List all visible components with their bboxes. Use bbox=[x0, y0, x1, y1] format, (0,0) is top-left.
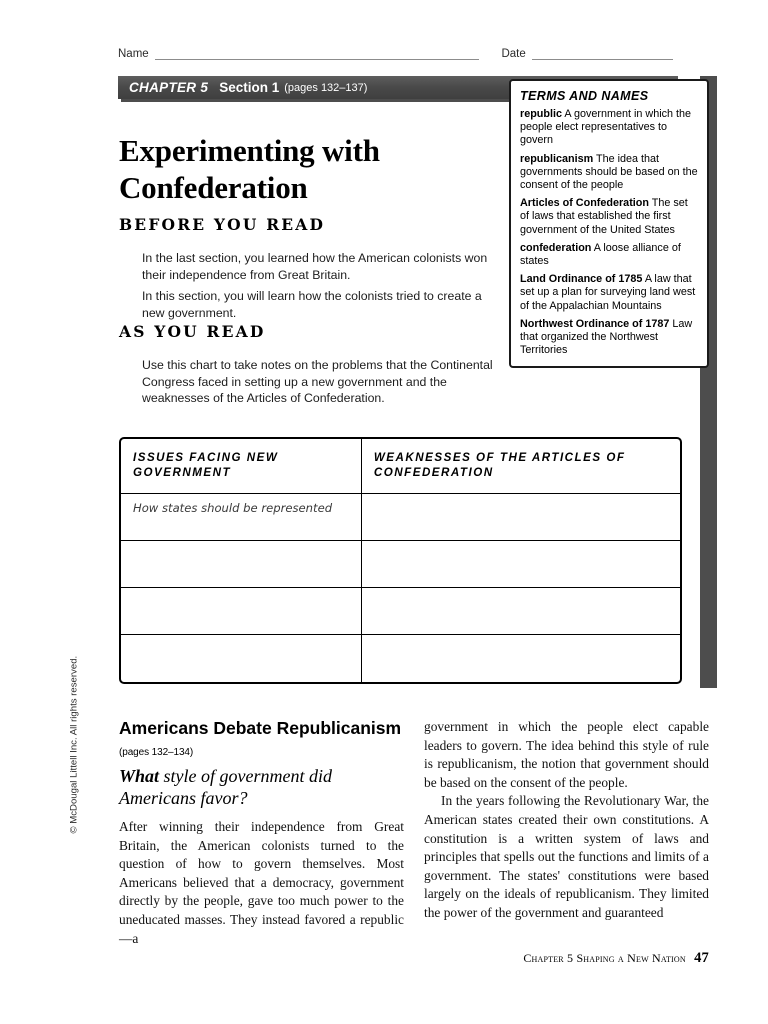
term-entry bbox=[520, 318, 698, 358]
section-number: Section 1 bbox=[219, 80, 280, 95]
copyright-notice: © McDougal Littell Inc. All rights reserved. bbox=[68, 655, 80, 834]
table-row bbox=[121, 635, 680, 682]
terms-box-title: TERMS AND NAMES bbox=[520, 89, 649, 103]
cell-issues[interactable] bbox=[121, 541, 361, 588]
table-row bbox=[121, 494, 680, 541]
date-label: Date bbox=[501, 48, 526, 60]
term-name: republicanism bbox=[520, 152, 594, 165]
paragraph: In the years following the Revolutionary War, the American states created their own constitutions. A constitution is a written system of laws and principles that spells out the functions and limits of a government. The states' constitutions were based largely on the ideals of republicanism. They limited the power of the government and guaranteed bbox=[424, 793, 709, 920]
term-name: republic bbox=[520, 108, 562, 120]
term-definition: A law that set up a plan for surveying land west of the Appalachian Mountains bbox=[520, 273, 696, 312]
cell-weaknesses[interactable] bbox=[361, 494, 680, 541]
article-left-column bbox=[119, 818, 404, 948]
article-question-lead: What bbox=[119, 766, 160, 786]
term-name: confederation bbox=[520, 241, 592, 254]
before-you-read-paragraph: In this section, you will learn how the colonists tried to create a new government. bbox=[142, 289, 482, 320]
name-write-line[interactable] bbox=[155, 48, 480, 60]
term-entry bbox=[520, 197, 698, 237]
cell-issues[interactable]: How states should be represented bbox=[121, 494, 361, 541]
term-entry bbox=[520, 153, 698, 193]
chapter-number: CHAPTER 5 bbox=[129, 80, 209, 95]
term-name: Land Ordinance of 1785 bbox=[520, 273, 643, 286]
term-entry bbox=[520, 273, 698, 313]
term-entry bbox=[520, 242, 698, 268]
article-question-rest: style of government did Americans favor? bbox=[119, 766, 332, 808]
lesson-title: Experimenting with Confederation bbox=[119, 132, 380, 205]
article-right-column bbox=[424, 718, 709, 923]
term-name: Northwest Ordinance of 1787 bbox=[520, 317, 670, 330]
before-you-read-heading: BEFORE YOU READ bbox=[119, 215, 326, 234]
page-number: 47 bbox=[694, 950, 709, 966]
term-definition: A government in which the people elect representatives to govern bbox=[520, 108, 692, 147]
chapter-page-range: (pages 132–137) bbox=[284, 81, 368, 94]
term-entry bbox=[520, 108, 698, 148]
term-definition: The idea that governments should be based on the consent of the people bbox=[520, 152, 698, 192]
term-definition: A loose alliance of states bbox=[520, 241, 681, 268]
notes-chart bbox=[119, 437, 682, 684]
article-heading bbox=[119, 718, 409, 763]
column-header-issues: ISSUES FACING NEW GOVERNMENT bbox=[121, 439, 361, 494]
footer-chapter-label: Chapter 5 bbox=[523, 951, 574, 965]
name-label: Name bbox=[118, 48, 149, 60]
terms-and-names-box bbox=[509, 79, 709, 368]
column-header-weaknesses: WEAKNESSES OF THE ARTICLES OF CONFEDERATION bbox=[361, 439, 680, 494]
cell-weaknesses[interactable] bbox=[361, 588, 680, 635]
footer-title: Shaping a New Nation bbox=[576, 951, 686, 965]
table-header-row bbox=[121, 439, 680, 494]
paragraph: After winning their independence from Great Britain, the American colonists turned to the question of how to govern themselves. Most Americans believed that a democracy, government directly by the people, gave too much power to the uneducated masses. They instead favored a republic—a bbox=[119, 819, 404, 946]
date-write-line[interactable] bbox=[532, 48, 673, 60]
as-you-read-heading: AS YOU READ bbox=[119, 322, 266, 341]
cell-issues[interactable] bbox=[121, 588, 361, 635]
cell-issues[interactable] bbox=[121, 635, 361, 682]
page-footer bbox=[523, 950, 709, 967]
cell-weaknesses[interactable] bbox=[361, 541, 680, 588]
paragraph: government in which the people elect capable leaders to govern. The idea behind this style of rule is republicanism, the notion that government should be based on the consent of the people. bbox=[424, 719, 709, 790]
article-heading-text: Americans Debate Republicanism bbox=[119, 718, 402, 738]
article-page-range: (pages 132–134) bbox=[119, 747, 194, 758]
term-name: Articles of Confederation bbox=[520, 197, 649, 210]
article-question bbox=[119, 765, 409, 809]
name-date-line bbox=[118, 48, 673, 60]
term-definition: Law that organized the Northwest Territories bbox=[520, 317, 693, 357]
table-row bbox=[121, 541, 680, 588]
cell-weaknesses[interactable] bbox=[361, 635, 680, 682]
before-you-read-paragraph: In the last section, you learned how the American colonists won their independence from Great Britain. bbox=[142, 251, 488, 282]
as-you-read-paragraph: Use this chart to take notes on the problems that the Continental Congress faced in setting up a new government and the weaknesses of the Articles of Confederation. bbox=[142, 358, 493, 406]
table-row bbox=[121, 588, 680, 635]
term-definition: The set of laws that established the first government of the United States bbox=[520, 197, 688, 236]
